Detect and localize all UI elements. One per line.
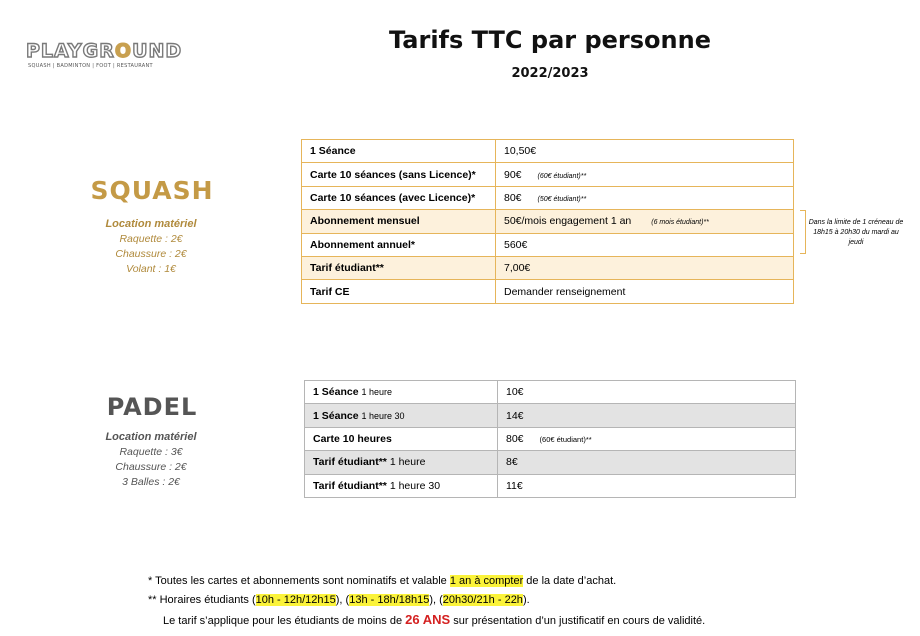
footer-line: ** Horaires étudiants (10h - 12h/12h15), (13h - 18h/18h15), (20h30/21h - 22h).	[148, 594, 530, 606]
row-price: 14€	[498, 404, 796, 427]
playground-logo	[26, 40, 206, 69]
table-row	[305, 427, 796, 450]
table-row	[305, 451, 796, 474]
table-row	[305, 474, 796, 497]
row-price: 10,50€	[496, 140, 794, 163]
row-label: Carte 10 séances (avec Licence)*	[302, 186, 496, 209]
table-row	[305, 404, 796, 427]
padel-price-table	[304, 380, 796, 498]
padel-equipment-item: Chaussure : 2€	[115, 461, 187, 473]
logo-tagline: SQUASH | BADMINTON | FOOT | RESTAURANT	[28, 63, 153, 69]
logo-wordmark: PLAYGROUND	[26, 40, 183, 62]
squash-equipment-item: Chaussure : 2€	[115, 248, 187, 260]
row-label: 1 Séance	[302, 140, 496, 163]
table-row	[302, 210, 794, 233]
table-row	[302, 256, 794, 279]
squash-price-table	[301, 139, 794, 304]
row-price: Demander renseignement	[496, 280, 794, 303]
squash-equipment-title: Location matériel	[105, 218, 197, 230]
row-label: Tarif CE	[302, 280, 496, 303]
table-row	[302, 140, 794, 163]
table-row	[305, 381, 796, 404]
squash-equipment-item: Volant : 1€	[126, 263, 176, 275]
squash-equipment-item: Raquette : 2€	[119, 233, 183, 245]
row-price: 11€	[498, 474, 796, 497]
row-label: Tarif étudiant** 1 heure	[305, 451, 498, 474]
row-price: 7,00€	[496, 256, 794, 279]
padel-heading: PADEL	[106, 393, 198, 421]
padel-equipment-item: Raquette : 3€	[119, 446, 183, 458]
row-note: (50€ étudiant)**	[537, 195, 587, 203]
footer-line: * Toutes les cartes et abonnements sont nominatifs et valable 1 an à compter de la date d’achat.	[148, 575, 617, 587]
padel-equipment-item: 3 Balles : 2€	[122, 476, 180, 488]
row-label: Carte 10 heures	[305, 427, 498, 450]
padel-equipment	[76, 430, 226, 490]
row-price: 10€	[498, 381, 796, 404]
table-row	[302, 280, 794, 303]
row-price: 80€ (50€ étudiant)**	[496, 186, 794, 209]
row-label: Tarif étudiant**	[302, 256, 496, 279]
row-note: (6 mois étudiant)**	[651, 219, 709, 227]
page-title: Tarifs TTC par personne	[389, 26, 711, 54]
footer-notes	[148, 572, 705, 631]
row-label: 1 Séance 1 heure 30	[305, 404, 498, 427]
row-label: Tarif étudiant** 1 heure 30	[305, 474, 498, 497]
table-row	[302, 233, 794, 256]
table-row	[302, 186, 794, 209]
row-note: (60€ étudiant)**	[537, 172, 587, 180]
row-label: 1 Séance 1 heure	[305, 381, 498, 404]
row-note: (60€ étudiant)**	[539, 434, 592, 444]
subscription-side-note: Dans la limite de 1 créneau de 18h15 à 20h30 du mardi au jeudi	[808, 219, 904, 246]
row-price: 560€	[496, 233, 794, 256]
row-price: 8€	[498, 451, 796, 474]
row-price: 90€ (60€ étudiant)**	[496, 163, 794, 186]
row-label: Carte 10 séances (sans Licence)*	[302, 163, 496, 186]
footer-line: Le tarif s’applique pour les étudiants de moins de 26 ANS sur présentation d’un justificatif en cours de validité.	[163, 612, 706, 627]
row-price: 50€/mois engagement 1 an (6 mois étudiant)**	[496, 210, 794, 233]
row-label: Abonnement mensuel	[302, 210, 496, 233]
squash-equipment	[76, 217, 226, 277]
table-row	[302, 163, 794, 186]
padel-equipment-title: Location matériel	[105, 431, 197, 443]
row-label: Abonnement annuel*	[302, 233, 496, 256]
squash-heading: SQUASH	[90, 176, 214, 205]
season-label: 2022/2023	[511, 66, 589, 81]
row-price: 80€ (60€ étudiant)**	[498, 427, 796, 450]
